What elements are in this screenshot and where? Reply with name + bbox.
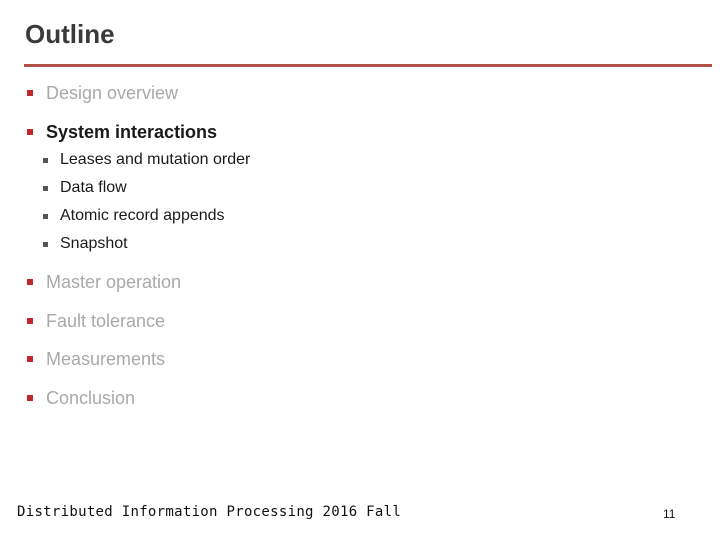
outline-item-conclusion bbox=[27, 386, 135, 410]
outline-item-label: Conclusion bbox=[46, 388, 136, 408]
square-bullet-icon bbox=[43, 186, 48, 191]
outline-item-label: Measurements bbox=[46, 349, 166, 369]
outline-subitem-label: Atomic record appends bbox=[60, 207, 225, 224]
outline-subitem-atomic-record-appends bbox=[43, 205, 225, 227]
outline-item-label: Master operation bbox=[46, 272, 182, 292]
square-bullet-icon bbox=[27, 356, 33, 362]
outline-item-measurements bbox=[27, 347, 165, 371]
outline-subitem-label: Snapshot bbox=[60, 235, 128, 252]
square-bullet-icon bbox=[27, 129, 33, 135]
footer-course-title: Distributed Information Processing 2016 Fall bbox=[17, 504, 402, 520]
outline-item-system-interactions bbox=[27, 120, 217, 144]
outline-item-fault-tolerance bbox=[27, 309, 165, 333]
square-bullet-icon bbox=[43, 158, 48, 163]
outline-item-master-operation bbox=[27, 270, 181, 294]
square-bullet-icon bbox=[43, 214, 48, 219]
square-bullet-icon bbox=[27, 90, 33, 96]
outline-subitem-snapshot bbox=[43, 233, 128, 255]
outline-subitem-label: Leases and mutation order bbox=[60, 151, 251, 168]
outline-item-design-overview bbox=[27, 81, 178, 105]
outline-subitem-label: Data flow bbox=[60, 179, 127, 196]
outline-subitem-leases bbox=[43, 149, 250, 171]
outline-item-label: System interactions bbox=[46, 122, 218, 142]
slide-title: Outline bbox=[25, 19, 115, 49]
square-bullet-icon bbox=[27, 395, 33, 401]
square-bullet-icon bbox=[27, 318, 33, 324]
page-number: 11 bbox=[663, 507, 676, 521]
outline-item-label: Design overview bbox=[46, 83, 179, 103]
square-bullet-icon bbox=[43, 242, 48, 247]
outline-subitem-data-flow bbox=[43, 177, 127, 199]
outline-item-label: Fault tolerance bbox=[46, 311, 166, 331]
square-bullet-icon bbox=[27, 279, 33, 285]
